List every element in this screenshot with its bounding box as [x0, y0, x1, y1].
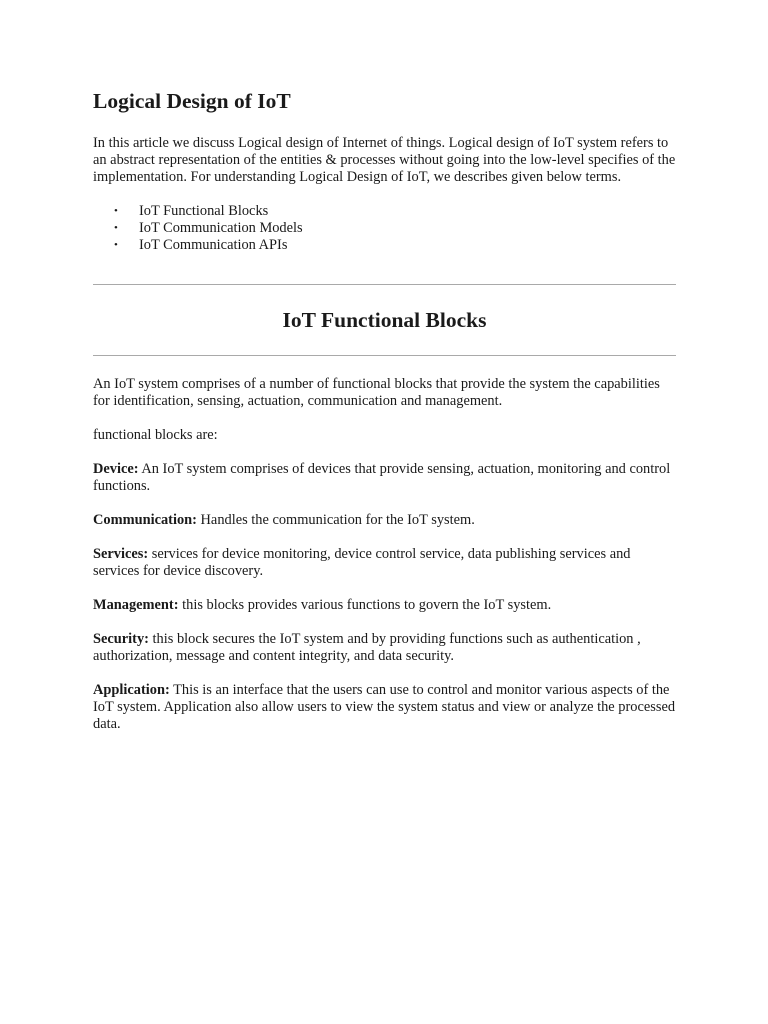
list-item: • IoT Communication Models: [139, 220, 676, 237]
block-text: This is an interface that the users can use to control and monitor various aspects of the IoT system. Application also allow users to view the system status and view or analyze the processed data.: [93, 682, 676, 732]
divider: [93, 355, 676, 356]
block-text: services for device monitoring, device control service, data publishing services and services for device discovery.: [93, 546, 631, 579]
list-item: • IoT Communication APIs: [139, 237, 676, 254]
block-application-paragraph: [93, 682, 676, 733]
intro-paragraph: In this article we discuss Logical design of Internet of things. Logical design of IoT system refers to an abstract representation of the entities & processes without going into the low-level specifies of the implementation. For understanding Logical Design of IoT, we describes given below terms.: [93, 135, 676, 185]
block-label: Management:: [93, 597, 179, 613]
section-heading: IoT Functional Blocks: [282, 308, 487, 332]
block-security-paragraph: [93, 631, 676, 665]
blocks-lead-paragraph: functional blocks are:: [93, 427, 218, 443]
block-device-paragraph: [93, 461, 676, 495]
block-label: Security:: [93, 631, 149, 647]
block-services-paragraph: [93, 546, 676, 580]
block-text: An IoT system comprises of devices that provide sensing, actuation, monitoring and control functions.: [93, 461, 671, 494]
block-label: Device:: [93, 461, 139, 477]
section-intro-paragraph: An IoT system comprises of a number of functional blocks that provide the system the capabilities for identification, sensing, actuation, communication and management.: [93, 376, 660, 409]
block-management-paragraph: [93, 597, 676, 614]
block-label: Services:: [93, 546, 149, 562]
block-label: Application:: [93, 682, 170, 698]
block-text: this blocks provides various functions to govern the IoT system.: [178, 597, 552, 613]
page-title: Logical Design of IoT: [93, 89, 291, 113]
terms-list: [93, 203, 676, 254]
divider: [93, 284, 676, 285]
block-text: Handles the communication for the IoT system.: [196, 512, 475, 528]
list-item: • IoT Functional Blocks: [139, 203, 676, 220]
block-label: Communication:: [93, 512, 197, 528]
block-communication-paragraph: [93, 512, 676, 529]
block-text: this block secures the IoT system and by providing functions such as authentication , authorization, message and content integrity, and data security.: [93, 631, 641, 664]
